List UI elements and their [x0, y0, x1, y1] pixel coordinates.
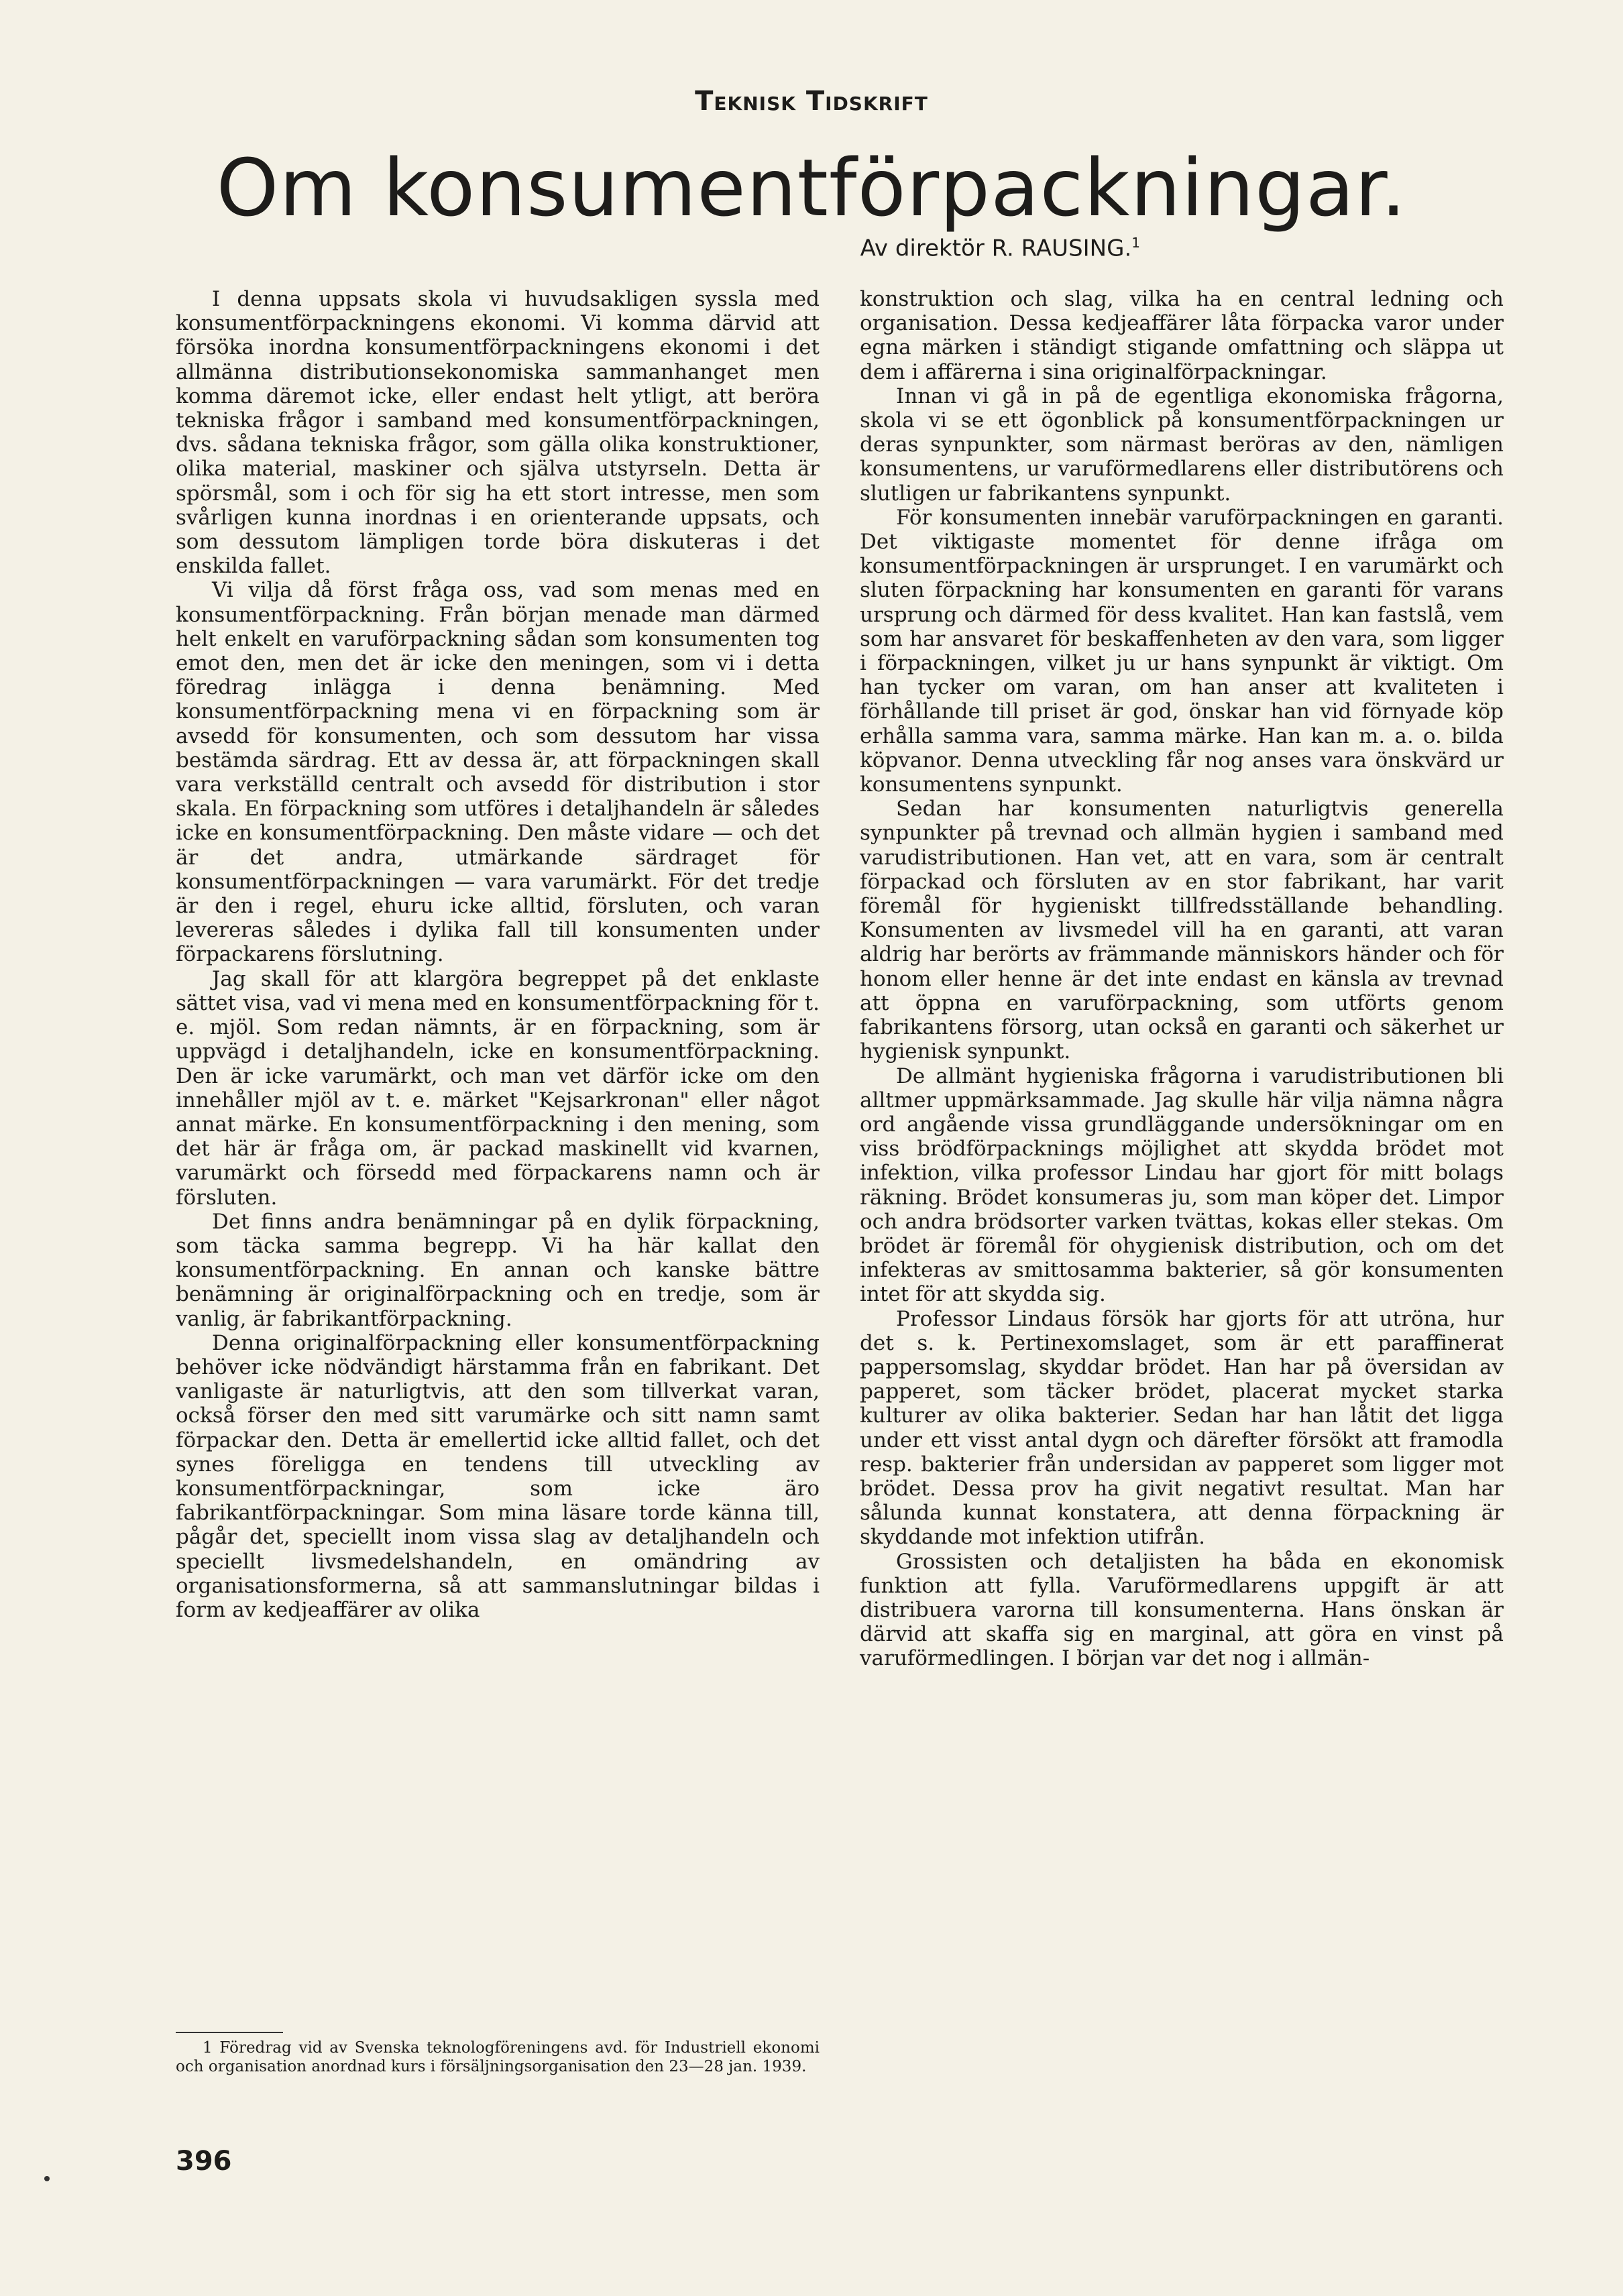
- page-number: 396: [176, 2146, 232, 2177]
- right-column: [860, 287, 1504, 2111]
- paragraph: Det finns andra benämningar på en dylik förpackning, som täcka samma begrepp. Vi ha här kallat den konsumentförpackning. En annan och kanske bättre benämning är originalförpackning och en tredje, som är vanlig, är fabrikantförpackning.: [176, 1209, 820, 1331]
- paragraph: Innan vi gå in på de egentliga ekonomiska frågorna, skola vi se ett ögonblick på konsumentförpackningen ur deras synpunkter, som närmast beröras av den, nämligen konsumentens, ur varuförmedlarens eller distributörens och slutligen ur fabrikantens synpunkt.: [860, 384, 1504, 506]
- byline: [671, 235, 1140, 262]
- paragraph: Vi vilja då först fråga oss, vad som menas med en konsumentförpackning. Från början menade man därmed helt enkelt en varuförpackning sådan som konsumenten tog emot den, men det är icke den meningen, som vi i detta föredrag inlägga i denna benämning. Med konsumentförpackning mena vi en förpackning som är avsedd för konsumenten, och som dessutom har vissa bestämda särdrag. Ett av dessa är, att förpackningen skall vara verkställd centralt och avsedd för distribution i stor skala. En förpackning som utföres i detaljhandeln är således icke en konsumentförpackning. Den måste vidare — och det är det andra, utmärkande särdraget för konsumentförpackningen — vara varumärkt. För det tredje är den i regel, ehuru icke alltid, försluten, och varan levereras således i dylika fall till konsumenten under förpackarens förslutning.: [176, 578, 820, 967]
- paragraph: I denna uppsats skola vi huvudsakligen syssla med konsumentförpackningens ekonomi. Vi komma därvid att försöka inordna konsumentförpackningens ekonomi i det allmänna distributionsekonomiska sammanhanget men komma däremot icke, eller endast helt ytligt, att beröra tekniska frågor i samband med konsumentförpackningen, dvs. sådana tekniska frågor, som gälla olika konstruktioner, olika material, maskiner och själva utstyrseln. Detta är spörsmål, som i och för sig ha ett stort intresse, men som svårligen kunna inordnas i en orienterande uppsats, och som dessutom lämpligen torde böra diskuteras i det enskilda fallet.: [176, 287, 820, 579]
- paragraph: Denna originalförpackning eller konsumentförpackning behöver icke nödvändigt härstamma från en fabrikant. Det vanligaste är naturligtvis, att den som tillverkat varan, också förser den med sitt varumärke och sitt namn samt förpackar den. Detta är emellertid icke alltid fallet, och det synes föreligga en tendens till utveckling av konsumentförpackningar, som icke äro fabrikantförpackningar. Som mina läsare torde känna till, pågår det, speciellt inom vissa slag av detaljhandeln och speciellt livsmedelshandeln, en omändring av organisationsformerna, så att sammanslutningar bildas i form av kedjeaffärer av olika: [176, 1330, 820, 1622]
- byline-footnote-mark: 1: [1131, 235, 1140, 251]
- paragraph: Grossisten och detaljisten ha båda en ekonomisk funktion att fylla. Varuförmedlarens uppgift är att distribuera varorna till konsumenterna. Hans önskan är därvid att skaffa sig en marginal, att göra en vinst på varuförmedlingen. I början var det nog i allmän-: [860, 1549, 1504, 1671]
- footnote: [176, 2039, 820, 2076]
- paragraph: konstruktion och slag, vilka ha en central ledning och organisation. Dessa kedjeaffärer låta förpacka varor under egna märken i ständigt stigande omfattning och släppa ut dem i affärerna i sina originalförpackningar.: [860, 287, 1504, 384]
- article-title: Om konsumentförpackningar.: [216, 141, 1407, 234]
- margin-dot: [44, 2176, 50, 2181]
- journal-header: Teknisk Tidskrift: [695, 86, 928, 117]
- paragraph: För konsumenten innebär varuförpackningen en garanti. Det viktigaste momentet för denne ifråga om konsumentförpackningen är ursprunget. I en varumärkt och sluten förpackning har konsumenten en garanti för varans ursprung och därmed för dess kvalitet. Han kan fastslå, vem som har ansvaret för beskaffenheten av den vara, som ligger i förpackningen, vilket ju ur hans synpunkt är viktigt. Om han tycker om varan, om han anser att kvaliteten i förhållande till priset är god, önskar han vid förnyade köp erhålla samma vara, samma märke. Han kan m. a. o. bilda köpvanor. Denna utveckling får nog anses vara önskvärd ur konsumentens synpunkt.: [860, 505, 1504, 797]
- paragraph: De allmänt hygieniska frågorna i varudistributionen bli alltmer uppmärksammade. Jag skulle här vilja nämna några ord angående vissa grundläggande undersökningar om en viss brödförpacknings möjlighet att skydda brödet mot infektion, vilka professor Lindau har gjort för mitt bolags räkning. Brödet konsumeras ju, som man köper det. Limpor och andra brödsorter varken tvättas, kokas eller stekas. Om brödet är föremål för ohygienisk distribution, och om det infekteras av smittosamma bakterier, så gör konsumenten intet för att skydda sig.: [860, 1064, 1504, 1307]
- footnote-divider: [176, 2032, 283, 2033]
- footnote-text: 1 Föredrag vid av Svenska teknologföreningens avd. för Industriell ekonomi och organisation anordnad kurs i försäljningsorganisation den 23—28 jan. 1939.: [176, 2039, 820, 2075]
- paragraph: Professor Lindaus försök har gjorts för att utröna, hur det s. k. Pertinexomslaget, som är ett paraffinerat pappersomslag, skyddar brödet. Han har på översidan av papperet, som täcker brödet, placerat mycket starka kulturer av olika bakterier. Sedan har han låtit det ligga under ett visst antal dygn och därefter försökt att framodla resp. bakterier från undersidan av papperet som ligger mot brödet. Dessa prov ha givit negativt resultat. Man har sålunda kunnat konstatera, att denna förpackning är skyddande mot infektion utifrån.: [860, 1306, 1504, 1550]
- paragraph: Jag skall för att klargöra begreppet på det enklaste sättet visa, vad vi mena med en konsumentförpackning för t. e. mjöl. Som redan nämnts, är en förpackning, som är uppvägd i detaljhandeln, icke en konsumentförpackning. Den är icke varumärkt, och man vet därför icke om den innehåller mjöl av t. e. märket "Kejsarkronan" eller något annat märke. En konsumentförpackning i den mening, som det här är fråga om, är packad maskinellt vid kvarnen, varumärkt och försedd med förpackarens namn och är försluten.: [176, 966, 820, 1210]
- paragraph: Sedan har konsumenten naturligtvis generella synpunkter på trevnad och allmän hygien i samband med varudistributionen. Han vet, att en vara, som är centralt förpackad och försluten av en stor fabrikant, har varit föremål för hygieniskt tillfredsställande behandling. Konsumenten av livsmedel vill ha en garanti, att varan aldrig har berörts av främmande människors händer och för honom eller henne är det inte endast en känsla av trevnad att öppna en varuförpackning, som utförts genom fabrikantens försorg, utan också en garanti och säkerhet ur hygienisk synpunkt.: [860, 797, 1504, 1064]
- left-column: [176, 287, 820, 1997]
- byline-text: Av direktör R. RAUSING.: [860, 235, 1132, 262]
